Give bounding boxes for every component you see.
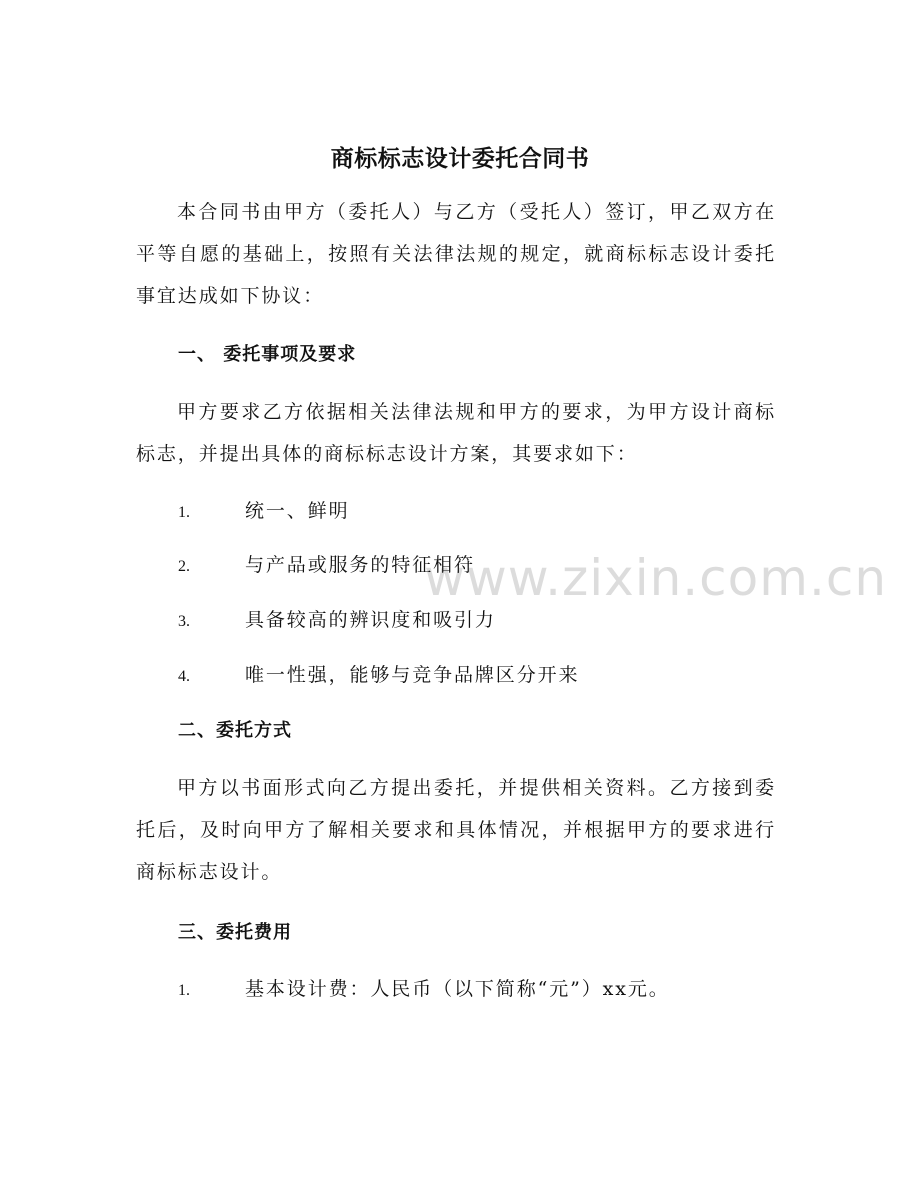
list-item (178, 497, 778, 527)
list-item (178, 975, 778, 1005)
section-1-heading: 一、 委托事项及要求 (178, 344, 357, 365)
list-item (178, 661, 778, 691)
section-1-body: 甲方要求乙方依据相关法律法规和甲方的要求，为甲方设计商标标志，并提出具体的商标标志设计方案，其要求如下： (136, 401, 776, 465)
list-item (178, 606, 778, 636)
list-item-text: 唯一性强，能够与竞争品牌区分开来 (245, 664, 580, 686)
list-item-text: 基本设计费：人民币（以下简称“元”）xx元。 (245, 978, 670, 1000)
list-item-number: 1. (178, 504, 190, 521)
list-item-text: 具备较高的辨识度和吸引力 (245, 609, 496, 631)
list-item (178, 551, 778, 581)
list-item-number: 3. (178, 613, 190, 630)
list-item-text: 统一、鲜明 (245, 500, 350, 522)
list-item-text: 与产品或服务的特征相符 (245, 554, 475, 576)
section-2-heading: 二、委托方式 (178, 720, 292, 741)
watermark: www.zixin.com.cn (424, 549, 888, 607)
intro-paragraph: 本合同书由甲方（委托人）与乙方（受托人）签订，甲乙双方在平等自愿的基础上，按照有关法律法规的规定，就商标标志设计委托事宜达成如下协议： (136, 201, 776, 307)
document-title: 商标标志设计委托合同书 (330, 146, 590, 172)
list-item-number: 4. (178, 668, 190, 685)
list-item-number: 2. (178, 558, 190, 575)
list-item-number: 1. (178, 982, 190, 999)
section-2-body: 甲方以书面形式向乙方提出委托，并提供相关资料。乙方接到委托后，及时向甲方了解相关要求和具体情况，并根据甲方的要求进行商标标志设计。 (136, 777, 776, 883)
section-3-heading: 三、委托费用 (178, 922, 292, 943)
